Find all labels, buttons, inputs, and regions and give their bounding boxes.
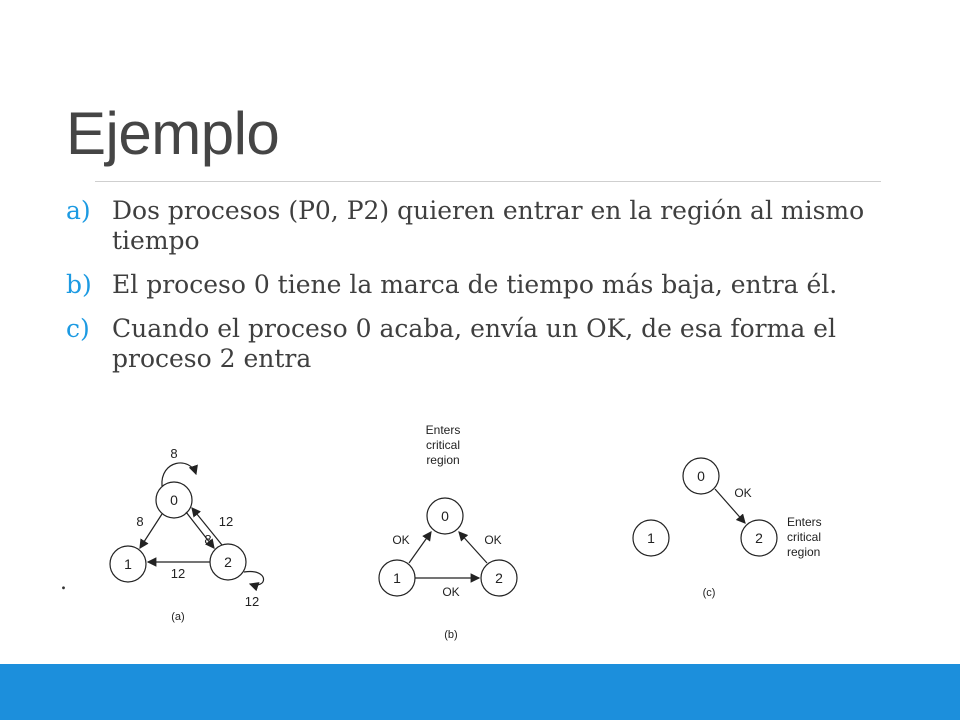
label-0-to-2: 8 [204, 532, 212, 547]
stray-period: . [60, 570, 67, 595]
header-line-3: region [426, 453, 460, 467]
caption-c: (c) [702, 587, 716, 599]
bullet-list [66, 196, 906, 388]
node-2-label: 2 [495, 570, 503, 586]
node-0-label: 0 [170, 492, 178, 508]
bullet-text: El proceso 0 tiene la marca de tiempo más baja, entra él. [112, 270, 838, 299]
node-1-label: 1 [124, 556, 132, 572]
bullet-text: Cuando el proceso 0 acaba, envía un OK, de esa forma el proceso 2 entra [112, 314, 836, 373]
title-divider [95, 181, 881, 182]
figure-a [100, 438, 290, 628]
label-ok: OK [734, 486, 752, 500]
node-1-label: 1 [393, 570, 401, 586]
label-self-0: 8 [170, 446, 178, 461]
figure-c [625, 450, 855, 610]
bullet-item-b [66, 270, 906, 300]
bullet-marker: c) [66, 314, 90, 343]
figure-b [365, 420, 545, 645]
label-0-to-1: 8 [136, 514, 144, 529]
bullet-item-c [66, 314, 906, 374]
annotation-line-3: region [787, 545, 821, 559]
bullet-text: Dos procesos (P0, P2) quieren entrar en la región al mismo tiempo [112, 196, 865, 255]
bullet-item-a [66, 196, 906, 256]
bullet-marker: a) [66, 196, 91, 225]
arrow-2-to-0 [459, 532, 487, 563]
label-ok-bottom: OK [442, 585, 460, 599]
caption-a: (a) [171, 611, 185, 623]
label-2-to-1: 12 [170, 566, 186, 581]
annotation-line-2: critical [787, 530, 822, 544]
header-line-1: Enters [425, 423, 461, 437]
node-1-label: 1 [647, 530, 655, 546]
header-line-2: critical [425, 438, 461, 452]
node-2-label: 2 [224, 554, 232, 570]
caption-b: (b) [444, 629, 458, 641]
annotation-line-1: Enters [787, 515, 822, 529]
label-self-2: 12 [244, 594, 260, 609]
label-ok-left: OK [392, 533, 410, 547]
node-0-label: 0 [441, 508, 449, 524]
arrow-1-to-0 [409, 532, 431, 563]
footer-band [0, 664, 960, 720]
node-0-label: 0 [697, 468, 705, 484]
label-2-to-0: 12 [218, 514, 234, 529]
slide-title: Ejemplo [66, 100, 280, 167]
bullet-marker: b) [66, 270, 92, 299]
self-loop-arrow-2 [244, 572, 264, 586]
label-ok-right: OK [484, 533, 502, 547]
node-2-label: 2 [755, 530, 763, 546]
